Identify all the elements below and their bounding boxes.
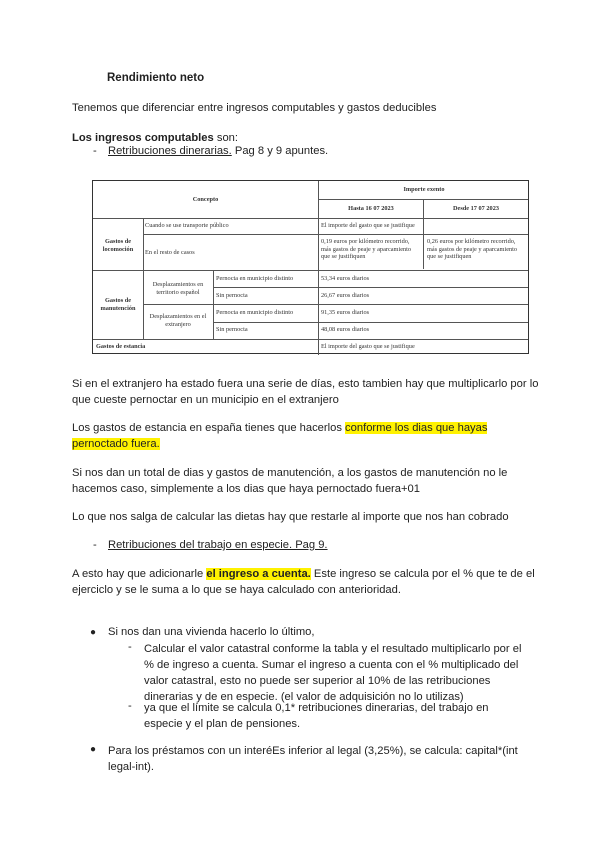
pernocta-extranjero-cell: Pernocta en municipio distinto: [216, 309, 294, 316]
para2-highlight-2: pernoctado fuera.: [72, 438, 160, 450]
item1-rest: Pag 8 y 9 apuntes.: [231, 145, 329, 157]
para5-text-a: A esto hay que adicionarle: [72, 568, 207, 580]
resto-casos-cell: En el resto de casos: [145, 249, 195, 256]
list-item-retribuciones-dinerarias: [108, 145, 328, 157]
manutencion-label: Gastos de manutención: [100, 297, 136, 312]
desplazamientos-espana-cell: Desplazamientos en territorio español: [152, 281, 204, 296]
list-dash: -: [93, 145, 97, 157]
bullet-vivienda: Si nos dan una vivienda hacerlo lo último,: [108, 626, 315, 638]
transporte-publico-value: El importe del gasto que se justifique: [321, 222, 415, 229]
sub-item-limite: ya que el límite se calcula 0,1* retribuciones dinerarias, del trabajo en especie y el plan de pensiones.: [144, 702, 489, 730]
pernocta-espana-cell: Pernocta en municipio distinto: [216, 275, 294, 282]
para2-text: Los gastos de estancia en españa tienes que hacerlos: [72, 422, 346, 434]
retribuciones-dinerarias-link[interactable]: Retribuciones dinerarias.: [108, 145, 232, 157]
desplazamientos-extranjero-cell: Desplazamientos en el extranjero: [149, 313, 207, 328]
paragraph-estancia: [72, 420, 542, 452]
manutencion-value-3: 91,35 euros diarios: [321, 309, 370, 316]
desde-header: Desde 17 07 2023: [453, 205, 499, 212]
computables-heading: [72, 130, 542, 146]
sub-dash: -: [128, 641, 132, 653]
transporte-publico-cell: Cuando se use transporte público: [145, 222, 229, 229]
para5-highlight: el ingreso a cuenta.: [206, 568, 311, 580]
retribuciones-especie-link[interactable]: Retribuciones del trabajo en especie. Pag 9.: [108, 539, 328, 551]
resto-casos-hasta-value: 0,19 euros por kilómetro recorrido, más gastos de peaje y aparcamiento que se justifiquen: [321, 238, 412, 260]
page-title: Rendimiento neto: [107, 72, 205, 84]
para5-text-b: Este ingreso se calcula por el % que te de el ejerciclo y se le suma a lo que se haya calculado con anterioridad.: [72, 568, 535, 596]
bullet-dot: ●: [90, 627, 97, 638]
resto-casos-desde-value: 0,26 euros por kilómetro recorrido, más gastos de peaje y aparcamiento que se justifiquen: [427, 238, 518, 260]
concepto-header: Concepto: [192, 196, 219, 203]
para2-highlight-1: conforme los dias que hayas: [345, 422, 488, 434]
estancia-value: El importe del gasto que se justifique: [321, 343, 415, 350]
paragraph-extranjero: Si en el extranjero ha estado fuera una serie de días, esto tambien hay que multiplicarlo por lo que cueste pernoctar en un municipio en el extranjero: [72, 378, 539, 406]
intro-paragraph: Tenemos que diferenciar entre ingresos computables y gastos deducibles: [72, 102, 437, 114]
sin-pernocta-espana-cell: Sin pernocta: [216, 292, 248, 299]
locomocion-label: Gastos de locomoción: [102, 238, 134, 253]
manutencion-value-2: 26,67 euros diarios: [321, 292, 370, 299]
importe-exento-header: Importe exento: [403, 186, 445, 193]
bullet-prestamos: Para los préstamos con un interéEs inferior al legal (3,25%), se calcula: capital*(int legal-int).: [108, 745, 518, 773]
list-dash: -: [93, 539, 97, 551]
paragraph-dietas: Lo que nos salga de calcular las dietas hay que restarle al importe que nos han cobrado: [72, 511, 509, 523]
manutencion-value-4: 48,08 euros diarios: [321, 326, 370, 333]
manutencion-value-1: 53,34 euros diarios: [321, 275, 370, 282]
paragraph-manutencion: Si nos dan un total de dias y gastos de manutención, a los gastos de manutención no le hacemos caso, simplemente a los dias que haya pernoctado fuera+01: [72, 467, 508, 495]
bullet-dot: ●: [90, 744, 97, 755]
sub-item-valor-catastral: Calcular el valor catastral conforme la tabla y el resultado multiplicarlo por el % de ingreso a cuenta. Sumar el ingreso a cuenta con el % multiplicado del valor catastral, esto no puede ser superior al 10% de las retribuciones dinerarias y de en especie. (el valor de adquisición no lo utilizas): [144, 643, 522, 703]
hasta-header: Hasta 16 07 2023: [348, 205, 394, 212]
computables-rest: son:: [213, 132, 239, 144]
exempt-amounts-table: [92, 180, 529, 354]
sin-pernocta-extranjero-cell: Sin pernocta: [216, 326, 248, 333]
paragraph-ingreso-cuenta: [72, 566, 542, 598]
estancia-label: Gastos de estancia: [96, 343, 146, 350]
sub-dash: -: [128, 700, 132, 712]
computables-bold: Los ingresos computables: [72, 132, 214, 144]
